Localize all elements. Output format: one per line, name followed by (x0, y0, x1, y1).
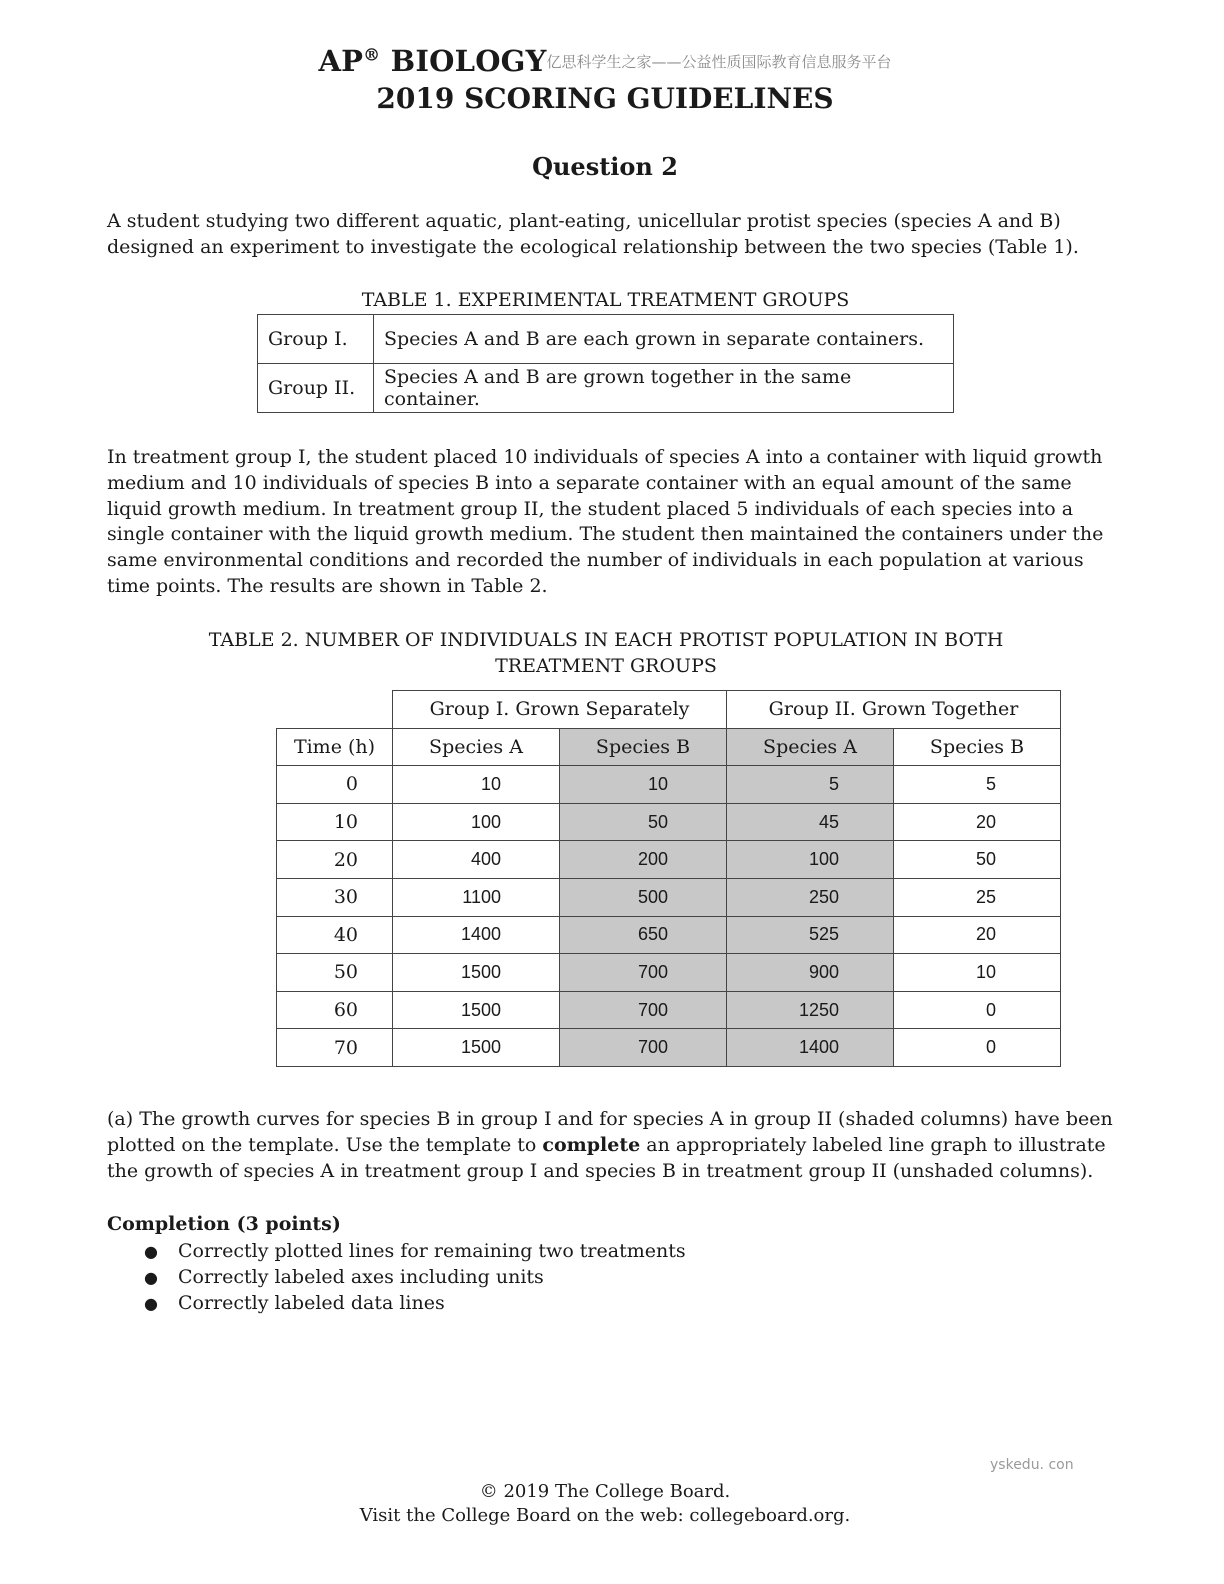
table2-value-cell: 5 (894, 766, 1061, 804)
bullet-icon: ● (144, 1267, 158, 1287)
table2-time-cell: 0 (277, 766, 393, 804)
table2-value-cell: 700 (560, 991, 727, 1029)
bullet-text: Correctly plotted lines for remaining two treatments (178, 1240, 686, 1262)
completion-heading: Completion (3 points) (107, 1213, 341, 1235)
table1-caption: TABLE 1. EXPERIMENTAL TREATMENT GROUPS (361, 289, 850, 311)
table2-value-cell: 50 (894, 841, 1061, 879)
table1-group-cell: Group I. (258, 315, 374, 364)
part-a-paragraph (107, 1107, 1117, 1184)
header-ap-text: AP (318, 44, 364, 78)
table-row (277, 878, 1061, 916)
table2-value-cell: 1500 (393, 991, 560, 1029)
footer-website: Visit the College Board on the web: collegeboard.org. (359, 1505, 851, 1526)
table-row (277, 954, 1061, 992)
table2-value-cell: 10 (560, 766, 727, 804)
completion-bullet (140, 1291, 686, 1317)
table2-time-cell: 10 (277, 803, 393, 841)
table1-treatment-groups (257, 314, 954, 413)
registered-mark: ® (363, 45, 381, 66)
table2-value-cell: 0 (894, 1029, 1061, 1067)
table2-col-header-g1-species-b: Species B (560, 728, 727, 766)
table2-time-cell: 40 (277, 916, 393, 954)
table1-row (258, 364, 954, 413)
bullet-icon: ● (144, 1293, 158, 1313)
table2-value-cell: 525 (727, 916, 894, 954)
table-row (277, 766, 1061, 804)
table2-value-cell: 10 (393, 766, 560, 804)
header-subject: BIOLOGY (380, 44, 547, 78)
bullet-text: Correctly labeled data lines (178, 1291, 445, 1314)
header-ap (318, 44, 546, 78)
table2-value-cell: 1400 (393, 916, 560, 954)
table2-value-cell: 1500 (393, 954, 560, 992)
table2-caption-line1: TABLE 2. NUMBER OF INDIVIDUALS IN EACH PROTIST POPULATION IN BOTH (208, 629, 1004, 651)
table2-value-cell: 10 (894, 954, 1061, 992)
table2-value-cell: 1250 (727, 991, 894, 1029)
table2-col-header-time: Time (h) (277, 728, 393, 766)
table2-value-cell: 900 (727, 954, 894, 992)
table2-value-cell: 100 (727, 841, 894, 879)
table2-value-cell: 0 (894, 991, 1061, 1029)
completion-bullet (140, 1239, 686, 1265)
bullet-icon: ● (144, 1242, 158, 1261)
table2-value-cell: 20 (894, 916, 1061, 954)
page-footer (0, 1480, 1210, 1528)
table2-value-cell: 25 (894, 878, 1061, 916)
table-row (277, 991, 1061, 1029)
table2-value-cell: 400 (393, 841, 560, 879)
table2-caption-line2: TREATMENT GROUPS (495, 655, 717, 677)
table2-group2-header: Group II. Grown Together (727, 691, 1061, 729)
completion-bullet (140, 1265, 686, 1291)
table-row (277, 803, 1061, 841)
table2-value-cell: 45 (727, 803, 894, 841)
table2-population-data (276, 690, 1061, 1067)
part-a-text-1: (a) The growth curves for species B in group I and for species A in group II (shaded columns) have been plotted on the template. Use the template to (107, 1108, 1113, 1156)
table1-description-cell: Species A and B are each grown in separate containers. (374, 315, 954, 364)
table2-value-cell: 100 (393, 803, 560, 841)
header-watermark: 亿思科学生之家——公益性质国际教育信息服务平台 (546, 53, 892, 71)
table2-value-cell: 650 (560, 916, 727, 954)
page-header-line1 (0, 44, 1210, 78)
footer-copyright: © 2019 The College Board. (479, 1481, 731, 1502)
table2-group1-header: Group I. Grown Separately (393, 691, 727, 729)
completion-bullet-list (140, 1239, 686, 1316)
table2-value-cell: 250 (727, 878, 894, 916)
page-header-line2: 2019 SCORING GUIDELINES (376, 82, 834, 115)
table2-blank-corner (277, 691, 393, 729)
table2-value-cell: 20 (894, 803, 1061, 841)
intro-paragraph: A student studying two different aquatic, plant-eating, unicellular protist species (species A and B) designed an experiment to investigate the ecological relationship between the two species (Table 1). (107, 210, 1079, 258)
table2-value-cell: 700 (560, 1029, 727, 1067)
footer-watermark: yskedu. con (990, 1457, 1074, 1473)
table2-time-cell: 70 (277, 1029, 393, 1067)
table2-value-cell: 1400 (727, 1029, 894, 1067)
table2-col-header-g1-species-a: Species A (393, 728, 560, 766)
procedure-paragraph: In treatment group I, the student placed 10 individuals of species A into a container with liquid growth medium and 10 individuals of species B into a separate container with an equal amount of the same liquid growth medium. In treatment group II, the student placed 5 individuals of each species into a single container with the liquid growth medium. The student then maintained the containers under the same environmental conditions and recorded the number of individuals in each population at various time points. The results are shown in Table 2. (107, 446, 1104, 597)
table1-description-cell: Species A and B are grown together in the same container. (374, 364, 954, 413)
table2-time-cell: 50 (277, 954, 393, 992)
question-title: Question 2 (532, 152, 678, 181)
table2-group-header-row (277, 691, 1061, 729)
part-a-bold-word: complete (542, 1133, 641, 1156)
table2-value-cell: 500 (560, 878, 727, 916)
table2-value-cell: 200 (560, 841, 727, 879)
bullet-text: Correctly labeled axes including units (178, 1265, 544, 1288)
table2-time-cell: 20 (277, 841, 393, 879)
table2-value-cell: 5 (727, 766, 894, 804)
table2-caption (150, 627, 1062, 679)
table-row (277, 1029, 1061, 1067)
table2-time-cell: 60 (277, 991, 393, 1029)
table2-value-cell: 1500 (393, 1029, 560, 1067)
table2-value-cell: 50 (560, 803, 727, 841)
table2-time-cell: 30 (277, 878, 393, 916)
table2-col-header-g2-species-b: Species B (894, 728, 1061, 766)
table2-value-cell: 1100 (393, 878, 560, 916)
table2-value-cell: 700 (560, 954, 727, 992)
table2-col-header-g2-species-a: Species A (727, 728, 894, 766)
table1-group-cell: Group II. (258, 364, 374, 413)
table-row (277, 841, 1061, 879)
part-a-text-2: an appropriately labeled line graph to illustrate the growth of species A in treatment group I and species B in treatment group II (unshaded columns). (107, 1133, 1106, 1182)
table-row (277, 916, 1061, 954)
table2-column-header-row (277, 728, 1061, 766)
table1-row (258, 315, 954, 364)
